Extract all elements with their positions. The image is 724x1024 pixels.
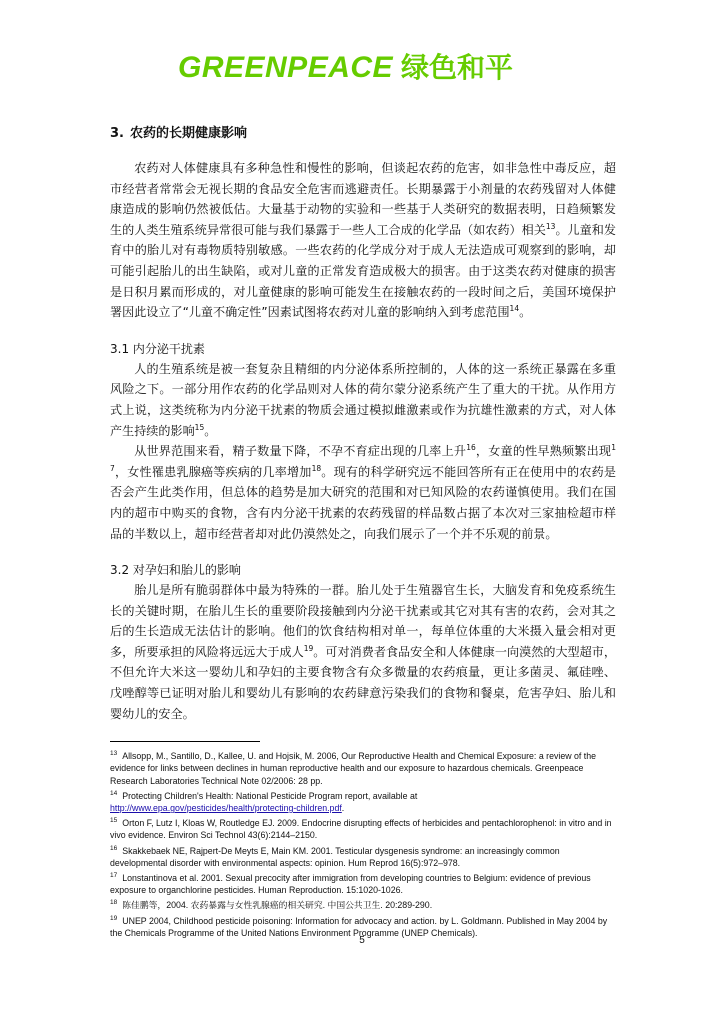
sub1-p1-end: 。: [204, 423, 217, 438]
footnote-14: [110, 788, 616, 814]
footnote-ref-18[interactable]: 18: [311, 463, 322, 473]
epa-report-link[interactable]: http://www.epa.gov/pesticides/health/protecting-children.pdf: [110, 803, 342, 814]
sub2-p1-text: 胎儿是所有脆弱群体中最为特殊的一群。胎儿处于生殖器官生长，大脑发育和免疫系统生长的关键时期，在胎儿生长的重要阶段接触到内分泌干扰素或其它对其有害的农药，会对其之后的生长造成无法估计的影响。他们的饮食结构相对单一，每单位体重的大米摄入量会相对更多，所要承担的风险将远远大于成人: [110, 583, 616, 659]
footnote-ref-13[interactable]: 13: [545, 221, 556, 231]
footnote-text: Protecting Children's Health: National Pesticide Program report, available at: [122, 790, 418, 801]
footnote-13: [110, 748, 616, 787]
footnote-number: 19: [110, 914, 118, 922]
sub1-p2-text-c: ，女性罹患乳腺癌等疾病的几率增加: [114, 464, 312, 479]
intro-paragraph: [110, 158, 616, 323]
footnote-text: Lonstantinova et al. 2001. Sexual precocity after immigration from developing countries to Belgium: evidence of previous exposure to organchlorine pesticides. Human Reproduction. 15:1020-1026.: [110, 873, 591, 896]
footnote-divider: [110, 741, 260, 742]
footnote-number: 16: [110, 844, 118, 852]
section-number: 3.: [110, 126, 124, 141]
footnotes: [110, 748, 616, 939]
intro-text-end: 。: [519, 305, 532, 320]
logo-chinese: 绿色和平: [401, 51, 514, 84]
sub1-paragraph-2: [110, 441, 616, 544]
sub1-p2-text-b: ，女童的性早熟频繁出现: [475, 444, 612, 459]
footnote-15: [110, 815, 616, 841]
footnote-ref-16[interactable]: 16: [466, 443, 476, 453]
footnote-ref-19[interactable]: 19: [303, 643, 314, 653]
intro-text-2: 。儿童和发育中的胎儿对有毒物质特别敏感。一些农药的化学成分对于成人无法造成可观察到的影响，却可能引起胎儿的出生缺陷，或对儿童的正常发育造成极大的损害。由于这类农药对健康的损害是日积月累而形成的，对儿童健康的影响可能发生在接触农药的一段时间之后，美国环境保护署因此设立了“儿童不确定性”因素试图将农药对儿童的影响纳入到考虑范围: [110, 222, 616, 320]
footnote-number: 17: [110, 872, 118, 880]
sub1-p1-text: 人的生殖系统是被一套复杂且精细的内分泌体系所控制的，人体的这一系统正暴露在多重风险之下。一部分用作农药的化学品则对人体的荷尔蒙分泌系统产生了重大的干扰。从作用方式上说，这类统称为内分泌干扰素的物质会通过模拟雌激素或作为抗雄性激素的方式，对人体产生持续的影响: [110, 361, 616, 438]
footnote-text: Allsopp, M., Santillo, D., Kallee, U. and Hojsik, M. 2006, Our Reproductive Health and Chemical Exposure: a review of the evidence for links between declines in human reproductive health and our exposure to hazardous chemicals. Greenpeace Research Laboratories Technical Note 02/2006: 28 pp.: [110, 751, 597, 786]
sub2-p1-end: 。可对消费者食品安全和人体健康一向漠然的大型超市，不但允许大米这一婴幼儿和孕妇的主要食物含有众多微量的农药痕量，更让多菌灵、氟硅唑、戊唑醇等已证明对胎儿和婴幼儿有影响的农药肆意污染我们的食物和餐桌，危害孕妇、胎儿和婴幼儿的安全。: [110, 644, 616, 721]
footnote-ref-17[interactable]: 17: [110, 443, 616, 473]
footnote-number: 15: [110, 817, 118, 825]
sub1-p2-text-a: 从世界范围来看，精子数量下降，不孕不育症出现的几率上升: [134, 444, 467, 459]
footnote-number: 18: [110, 899, 118, 907]
footnote-text: Skakkebaek NE, Rajpert-De Meyts E, Main KM. 2001. Testicular dysgenesis syndrome: an increasingly common developmental disorder with environmental aspects: opinion. Hum Reprod 16(5):972–978.: [110, 845, 560, 868]
footnote-text: Orton F, Lutz I, Kloas W, Routledge EJ. 2009. Endocrine disrupting effects of herbicides and pentachlorophenol: in vitro and in vivo evidence. Environ Sci Technol 43(6):2144–2150.: [110, 818, 612, 841]
page-number: 5: [359, 935, 365, 946]
footnote-ref-15[interactable]: 15: [194, 422, 205, 432]
footnote-18: [110, 897, 616, 911]
footnote-text-end: .: [341, 803, 345, 814]
sub2-paragraph-1: [110, 580, 616, 724]
greenpeace-logo: [178, 50, 513, 86]
subsection-heading-3-1: 3.1 内分泌干扰素: [110, 341, 205, 356]
footnote-text: UNEP 2004, Childhood pesticide poisoning: Information for advocacy and action. by L. Goldmann. Published in May 2004 by the Chemicals Programme of the United Nations Environment Programme (UNEP Chemicals).: [110, 915, 608, 938]
footnote-16: [110, 843, 616, 869]
footnote-number: 14: [110, 789, 118, 797]
footnote-number: 13: [110, 750, 118, 758]
section-title: [110, 124, 616, 144]
sub1-paragraph-1: [110, 359, 616, 441]
subsection-heading-3-2: 3.2 对孕妇和胎儿的影响: [110, 563, 241, 578]
footnote-text: 陈佳鹏等，2004. 农药暴露与女性乳腺癌的相关研究. 中国公共卫生. 20:289-290.: [122, 900, 433, 911]
footnote-17: [110, 870, 616, 896]
intro-text-1: 农药对人体健康具有多种急性和慢性的影响，但谈起农药的危害，如非急性中毒反应，超市经营者常常会无视长期的食品安全危害而逃避责任。长期暴露于小剂量的农药残留对人体健康造成的影响仍然被低估。大量基于动物的实验和一些基于人类研究的数据表明，日趋频繁发生的人类生殖系统异常很可能与我们暴露于一些人工合成的化学品（如农药）相关: [110, 161, 616, 237]
sub1-p2-text-d: 。现有的科学研究远不能回答所有正在使用中的农药是否会产生此类作用，但总体的趋势是加大研究的范围和对已知风险的农药谨慎使用。我们在国内的超市中购买的食物，含有内分泌干扰素的农药残留的样品数占据了本次对三家抽检超市样品的半数以上，超市经营者却对此仍漠然处之，向我们展示了一个并不乐观的前景。: [110, 464, 616, 541]
page-content: [110, 124, 616, 940]
logo-english: GREENPEACE: [178, 51, 394, 84]
section-title-text: 农药的长期健康影响: [130, 126, 248, 141]
footnote-ref-14[interactable]: 14: [509, 304, 520, 314]
